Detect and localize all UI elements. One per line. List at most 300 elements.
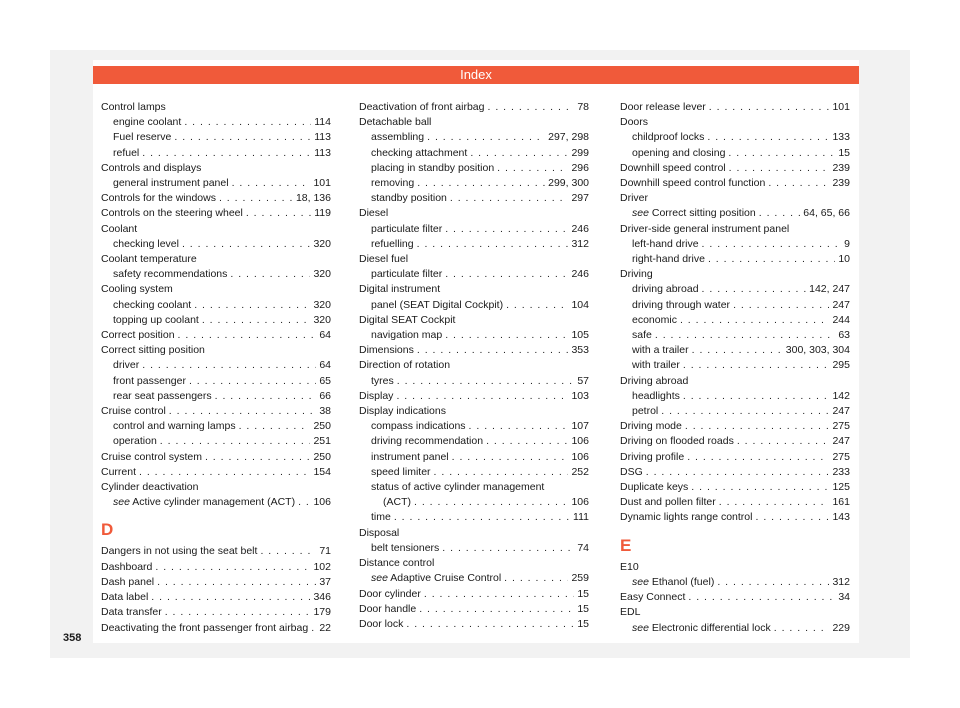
dot-leader: [687, 450, 829, 465]
index-heading: Driver: [620, 192, 648, 205]
dot-leader: [155, 560, 310, 575]
page-reference: 246: [571, 268, 589, 281]
index-entry: [620, 480, 850, 495]
index-entry: [101, 298, 331, 313]
entry-text: right-hand drive: [632, 253, 705, 266]
page-reference: 66: [319, 389, 331, 402]
dot-leader: [160, 434, 311, 449]
index-entry: [101, 621, 331, 636]
dot-leader: [202, 313, 311, 328]
entry-text: rear seat passengers: [113, 389, 212, 402]
page-reference: 106: [313, 496, 331, 509]
dot-leader: [702, 237, 842, 252]
index-entry: [101, 560, 331, 575]
index-heading: Cooling system: [101, 283, 173, 296]
dot-leader: [157, 575, 316, 590]
dot-leader: [298, 495, 310, 510]
page-reference: 142: [832, 389, 850, 402]
page-reference: 106: [571, 450, 589, 463]
entry-text: Driving on flooded roads: [620, 435, 734, 448]
page-reference: 252: [571, 465, 589, 478]
page-reference: 239: [832, 161, 850, 174]
index-entry: [620, 465, 850, 480]
dot-leader: [414, 495, 568, 510]
section-letter: D: [101, 520, 114, 540]
dot-leader: [755, 510, 829, 525]
page-reference: 320: [313, 237, 331, 250]
entry-label: Electronic differential lock: [651, 621, 771, 634]
index-entry: [359, 130, 589, 145]
page-reference: 161: [832, 496, 850, 509]
entry-text: Controls for the windows: [101, 192, 216, 205]
entry-text: tyres: [371, 374, 394, 387]
index-entry: [359, 222, 589, 237]
index-entry: [620, 328, 850, 343]
entry-text: Door lock: [359, 617, 404, 630]
index-entry: [620, 419, 850, 434]
dot-leader: [691, 480, 829, 495]
entry-text: checking coolant: [113, 298, 192, 311]
dot-leader: [774, 621, 830, 636]
dot-leader: [311, 621, 316, 636]
index-entry: [359, 465, 589, 480]
page-reference: 275: [832, 420, 850, 433]
page-reference: 133: [832, 131, 850, 144]
page-reference: 250: [313, 420, 331, 433]
dot-leader: [397, 374, 575, 389]
index-entry: [101, 404, 331, 419]
page-reference: 114: [314, 116, 331, 129]
dot-leader: [417, 343, 569, 358]
entry-label: Active cylinder management (ACT): [132, 496, 296, 509]
dot-leader: [445, 328, 568, 343]
index-heading: EDL: [620, 606, 641, 619]
entry-label: Ethanol (fuel): [651, 575, 715, 588]
dot-leader: [182, 237, 311, 252]
index-entry: [101, 130, 331, 145]
index-entry: [101, 176, 331, 191]
dot-leader: [504, 571, 568, 586]
index-entry: [359, 328, 589, 343]
index-heading: Driving: [620, 268, 653, 281]
index-entry: [359, 100, 589, 115]
see-reference: see: [113, 496, 130, 509]
page-reference: 64: [319, 359, 331, 372]
entry-text: Deactivating the front passenger front airbag: [101, 621, 309, 634]
page-reference: 106: [571, 435, 589, 448]
dot-leader: [219, 191, 293, 206]
dot-leader: [445, 267, 568, 282]
page-reference: 119: [314, 207, 331, 220]
page-reference: 250: [313, 450, 331, 463]
dot-leader: [184, 115, 311, 130]
index-entry: [359, 176, 589, 191]
index-heading: Digital SEAT Cockpit: [359, 313, 456, 326]
index-heading: Disposal: [359, 526, 400, 539]
entry-text: Display: [359, 389, 394, 402]
page-reference: 299, 300: [548, 177, 589, 190]
see-reference: see: [632, 575, 649, 588]
index-entry: [101, 590, 331, 605]
index-heading: Doors: [620, 116, 649, 129]
entry-text: panel (SEAT Digital Cockpit): [371, 298, 504, 311]
page-reference: 300, 303, 304: [785, 344, 850, 357]
dot-leader: [165, 605, 311, 620]
entry-text: checking attachment: [371, 146, 468, 159]
see-reference: see: [632, 621, 649, 634]
page-reference: 143: [832, 511, 850, 524]
page-reference: 38: [319, 405, 331, 418]
index-entry: [101, 544, 331, 559]
page-reference: 18, 136: [295, 192, 331, 205]
entry-text: checking level: [113, 237, 179, 250]
entry-text: Door release lever: [620, 101, 706, 113]
entry-text: Dangers in not using the seat belt: [101, 545, 258, 558]
dot-leader: [142, 146, 311, 161]
dot-leader: [680, 313, 830, 328]
dot-leader: [497, 161, 568, 176]
index-entry: [359, 389, 589, 404]
entry-text: removing: [371, 177, 415, 190]
index-heading: Diesel: [359, 207, 389, 220]
entry-label: Adaptive Cruise Control: [390, 572, 502, 585]
dot-leader: [719, 495, 830, 510]
page-reference: 101: [832, 101, 850, 113]
index-entry: [359, 617, 589, 632]
index-entry: [359, 602, 589, 617]
index-entry: [620, 298, 850, 313]
page-number: 358: [63, 632, 82, 644]
dot-leader: [239, 419, 311, 434]
index-entry: [620, 161, 850, 176]
page-reference: 34: [838, 591, 850, 604]
dot-leader: [189, 374, 316, 389]
page-reference: 64: [319, 329, 331, 342]
entry-text: Driving profile: [620, 450, 685, 463]
page-reference: 246: [571, 222, 589, 235]
entry-text: [113, 495, 295, 510]
entry-text: engine coolant: [113, 116, 182, 129]
dot-leader: [661, 404, 829, 419]
entry-text: Data transfer: [101, 606, 162, 619]
page-reference: 9: [844, 237, 850, 250]
index-entry: [101, 389, 331, 404]
index-entry: [101, 358, 331, 373]
entry-text: Dynamic lights range control: [620, 511, 753, 524]
dot-leader: [230, 267, 310, 282]
entry-text: with trailer: [632, 359, 680, 372]
index-entry: [359, 267, 589, 282]
page-reference: 320: [313, 268, 331, 281]
index-heading: Driving abroad: [620, 374, 689, 387]
entry-text: compass indications: [371, 420, 466, 433]
index-heading: Digital instrument: [359, 283, 441, 296]
dot-leader: [139, 465, 310, 480]
page-reference: 297: [571, 192, 589, 205]
dot-leader: [246, 206, 311, 221]
index-entry: [620, 358, 850, 373]
entry-label: Correct sitting position: [651, 207, 756, 220]
dot-leader: [728, 146, 835, 161]
page-reference: 78: [577, 101, 589, 113]
index-entry: [359, 419, 589, 434]
index-entry: [359, 495, 589, 510]
entry-text: left-hand drive: [632, 237, 699, 250]
dot-leader: [205, 450, 311, 465]
index-entry: [359, 191, 589, 206]
dot-leader: [417, 237, 569, 252]
section-letter: E: [620, 535, 632, 555]
page-reference: 104: [571, 298, 589, 311]
page-reference: 15: [838, 146, 850, 159]
entry-text: Downhill speed control: [620, 161, 726, 174]
entry-text: with a trailer: [632, 344, 689, 357]
index-entry: [620, 237, 850, 252]
index-entry: [101, 434, 331, 449]
entry-text: particulate filter: [371, 268, 443, 281]
page-reference: 10: [838, 253, 850, 266]
entry-text: Dashboard: [101, 560, 153, 573]
page-reference: 15: [577, 587, 589, 600]
entry-text: time: [371, 511, 391, 524]
index-entry: [620, 590, 850, 605]
entry-text: safety recommendations: [113, 268, 228, 281]
index-entry: [620, 282, 850, 297]
page-reference: 102: [313, 560, 331, 573]
index-entry: [359, 161, 589, 176]
page-reference: 106: [571, 496, 589, 509]
entry-text: headlights: [632, 389, 680, 402]
entry-text: petrol: [632, 405, 659, 418]
entry-text: [632, 575, 714, 590]
index-heading: Coolant: [101, 222, 138, 235]
index-entry: [101, 465, 331, 480]
page-reference: 320: [313, 298, 331, 311]
entry-text: [632, 621, 771, 636]
index-entry: [359, 587, 589, 602]
index-entry: [359, 571, 589, 586]
index-entry: [620, 404, 850, 419]
dot-leader: [419, 602, 574, 617]
dot-leader: [729, 161, 830, 176]
entry-text: Door cylinder: [359, 587, 421, 600]
index-heading: E10: [620, 560, 639, 573]
index-column-3: [620, 100, 850, 636]
page-reference: 259: [571, 572, 589, 585]
entry-text: operation: [113, 435, 157, 448]
dot-leader: [692, 343, 783, 358]
dot-leader: [683, 358, 830, 373]
entry-text: Dust and pollen filter: [620, 496, 716, 509]
page-reference: 295: [832, 359, 850, 372]
index-heading: Cylinder deactivation: [101, 481, 199, 494]
entry-text: Easy Connect: [620, 591, 686, 604]
entry-text: belt tensioners: [371, 541, 440, 554]
index-entry: [620, 313, 850, 328]
index-header: Index: [93, 66, 859, 84]
index-entry: [359, 343, 589, 358]
index-entry: [620, 389, 850, 404]
index-heading: Distance control: [359, 557, 435, 570]
index-entry: [359, 541, 589, 556]
index-entry: [101, 450, 331, 465]
dot-leader: [683, 389, 830, 404]
page-reference: 312: [571, 237, 589, 250]
dot-leader: [759, 206, 801, 221]
entry-text: driving abroad: [632, 283, 699, 296]
entry-text: control and warning lamps: [113, 420, 236, 433]
entry-text: Fuel reserve: [113, 131, 172, 144]
dot-leader: [169, 404, 317, 419]
page-reference: 15: [577, 617, 589, 630]
index-entry: [620, 206, 850, 221]
page-reference: 63: [838, 329, 850, 342]
dot-leader: [470, 146, 568, 161]
index-heading: Detachable ball: [359, 116, 432, 129]
dot-leader: [488, 100, 575, 115]
index-entry: [101, 267, 331, 282]
page-reference: 299: [571, 146, 589, 159]
index-entry: [101, 191, 331, 206]
page-reference: 71: [319, 545, 331, 558]
entry-text: Dimensions: [359, 344, 414, 357]
index-entry: [620, 495, 850, 510]
dot-leader: [232, 176, 311, 191]
dot-leader: [486, 434, 568, 449]
dot-leader: [445, 222, 568, 237]
index-entry: [359, 146, 589, 161]
entry-text: [371, 571, 501, 586]
page-reference: 113: [314, 131, 331, 144]
index-entry: [101, 374, 331, 389]
entry-text: Driving mode: [620, 420, 682, 433]
page-reference: 111: [573, 511, 589, 524]
index-entry: [620, 176, 850, 191]
page-reference: 107: [571, 420, 589, 433]
index-heading: Control lamps: [101, 101, 166, 113]
dot-leader: [260, 544, 316, 559]
entry-text: economic: [632, 313, 677, 326]
page-reference: 244: [832, 313, 850, 326]
index-entry: [359, 434, 589, 449]
index-entry: [620, 252, 850, 267]
page-reference: 247: [832, 298, 850, 311]
dot-leader: [709, 100, 830, 115]
index-column-2: [359, 100, 589, 632]
page-reference: 125: [832, 481, 850, 494]
dot-leader: [452, 450, 569, 465]
page-reference: 142, 247: [809, 283, 850, 296]
dot-leader: [174, 130, 311, 145]
index-entry: [101, 146, 331, 161]
entry-text: (ACT): [383, 496, 411, 509]
index-heading: Diesel fuel: [359, 253, 409, 266]
index-entry: [359, 237, 589, 252]
index-entry: [620, 575, 850, 590]
index-entry: [359, 510, 589, 525]
entry-text: particulate filter: [371, 222, 443, 235]
entry-text: Dash panel: [101, 575, 155, 588]
index-entry: [101, 115, 331, 130]
index-entry: [620, 100, 850, 115]
page-reference: 154: [313, 465, 331, 478]
entry-text: Data label: [101, 591, 149, 604]
page-reference: 64, 65, 66: [803, 207, 850, 220]
dot-leader: [434, 465, 569, 480]
page-reference: 113: [314, 146, 331, 159]
dot-leader: [194, 298, 310, 313]
index-heading: Driver-side general instrument panel: [620, 222, 790, 235]
page-reference: 233: [832, 465, 850, 478]
entry-text: standby position: [371, 192, 447, 205]
index-entry: [620, 450, 850, 465]
index-entry: [101, 495, 331, 510]
dot-leader: [450, 191, 569, 206]
entry-text: childproof locks: [632, 131, 705, 144]
dot-leader: [394, 510, 570, 525]
dot-leader: [142, 358, 316, 373]
page-reference: 247: [832, 405, 850, 418]
entry-text: refuelling: [371, 237, 414, 250]
page-reference: 65: [319, 374, 331, 387]
page-reference: 297, 298: [548, 131, 589, 144]
entry-text: Door handle: [359, 602, 417, 615]
index-heading: Direction of rotation: [359, 359, 451, 372]
entry-text: Correct position: [101, 329, 175, 342]
entry-text: front passenger: [113, 374, 186, 387]
entry-text: DSG: [620, 465, 643, 478]
page-reference: 346: [313, 591, 331, 604]
index-entry: [101, 575, 331, 590]
entry-text: refuel: [113, 146, 140, 159]
entry-text: general instrument panel: [113, 177, 229, 190]
entry-text: driver: [113, 359, 140, 372]
entry-text: opening and closing: [632, 146, 726, 159]
index-heading: Controls and displays: [101, 161, 202, 174]
entry-text: driving through water: [632, 298, 731, 311]
page-reference: 22: [319, 621, 331, 634]
dot-leader: [417, 176, 545, 191]
index-entry: [620, 434, 850, 449]
page-reference: 239: [832, 177, 850, 190]
index-entry: [359, 298, 589, 313]
index-heading: Correct sitting position: [101, 344, 205, 357]
page-reference: 74: [577, 541, 589, 554]
index-entry: [359, 374, 589, 389]
entry-text: Downhill speed control function: [620, 177, 766, 190]
page-reference: 101: [313, 177, 331, 190]
page-reference: 15: [577, 602, 589, 615]
page-reference: 37: [319, 575, 331, 588]
entry-text: Cruise control: [101, 405, 166, 418]
index-entry: [101, 313, 331, 328]
see-reference: see: [371, 572, 388, 585]
index-entry: [101, 206, 331, 221]
entry-text: safe: [632, 329, 652, 342]
page-reference: 57: [577, 374, 589, 387]
entry-text: instrument panel: [371, 450, 449, 463]
dot-leader: [424, 587, 574, 602]
page-reference: 179: [313, 606, 331, 619]
page-reference: 275: [832, 450, 850, 463]
page-reference: 103: [571, 389, 589, 402]
dot-leader: [717, 575, 829, 590]
page-reference: 251: [313, 435, 331, 448]
entry-text: driving recommendation: [371, 435, 484, 448]
index-entry: [620, 510, 850, 525]
entry-text: Deactivation of front airbag: [359, 101, 485, 113]
dot-leader: [646, 465, 830, 480]
